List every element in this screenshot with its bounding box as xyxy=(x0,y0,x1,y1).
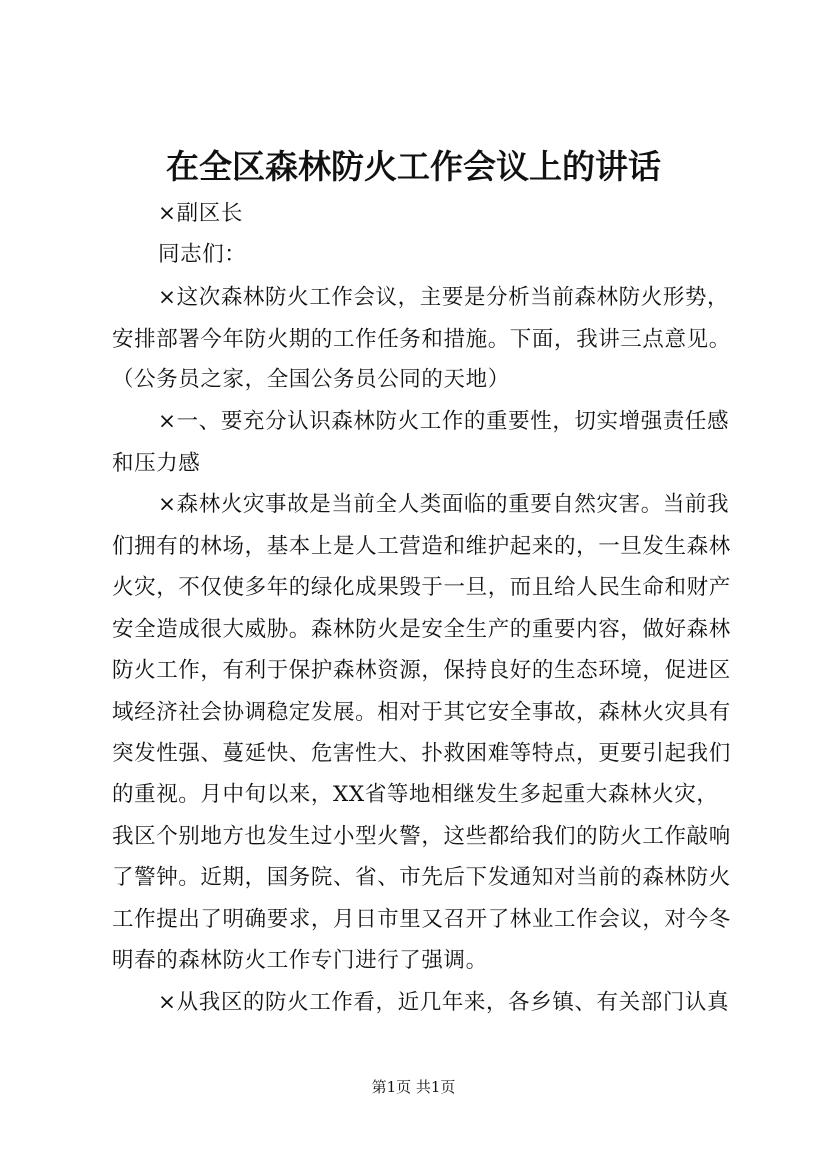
paragraph-line: ×从我区的防火工作看，近几年来，各乡镇、有关部门认真 xyxy=(158,990,730,1015)
salutation-line: 同志们： xyxy=(158,242,247,267)
paragraph-line: 域经济社会协调稳定发展。相对于其它安全事故，森林火灾具有 xyxy=(112,700,731,725)
paragraph-line: 安排部署今年防火期的工作任务和措施。下面，我讲三点意见。 xyxy=(112,327,731,352)
speaker-line: ×副区长 xyxy=(158,201,243,226)
paragraph-line: 突发性强、蔓延快、危害性大、扑救困难等特点，更要引起我们 xyxy=(112,741,731,766)
section-heading-line: 和压力感 xyxy=(112,451,201,476)
paragraph-line: 我区个别地方也发生过小型火警，这些都给我们的防火工作敲响 xyxy=(112,824,731,849)
paragraph-line: 工作提出了明确要求，月日市里又召开了林业工作会议，对今冬 xyxy=(112,907,731,932)
paragraph-line: 的重视。月中旬以来，XX省等地相继发生多起重大森林火灾， xyxy=(112,782,719,807)
paragraph-line: （公务员之家，全国公务员公同的天地） xyxy=(112,367,510,392)
paragraph-line: ×森林火灾事故是当前全人类面临的重要自然灾害。当前我 xyxy=(158,492,730,517)
paragraph-line: 了警钟。近期，国务院、省、市先后下发通知对当前的森林防火 xyxy=(112,865,731,890)
paragraph-line: ×这次森林防火工作会议，主要是分析当前森林防火形势， xyxy=(158,285,730,310)
paragraph-line: 安全造成很大威胁。森林防火是安全生产的重要内容，做好森林 xyxy=(112,617,731,642)
paragraph-line: 防火工作，有利于保护森林资源，保持良好的生态环境，促进区 xyxy=(112,658,731,683)
paragraph-line: 火灾，不仅使多年的绿化成果毁于一旦，而且给人民生命和财产 xyxy=(112,575,731,600)
page-number: 第1页 共1页 xyxy=(371,1078,456,1096)
paragraph-line: 们拥有的林场，基本上是人工营造和维护起来的，一旦发生森林 xyxy=(112,534,731,559)
document-title: 在全区森林防火工作会议上的讲话 xyxy=(166,147,661,186)
paragraph-line: 明春的森林防火工作专门进行了强调。 xyxy=(112,948,488,973)
section-heading-line: ×一、要充分认识森林防火工作的重要性，切实增强责任感 xyxy=(158,409,730,434)
